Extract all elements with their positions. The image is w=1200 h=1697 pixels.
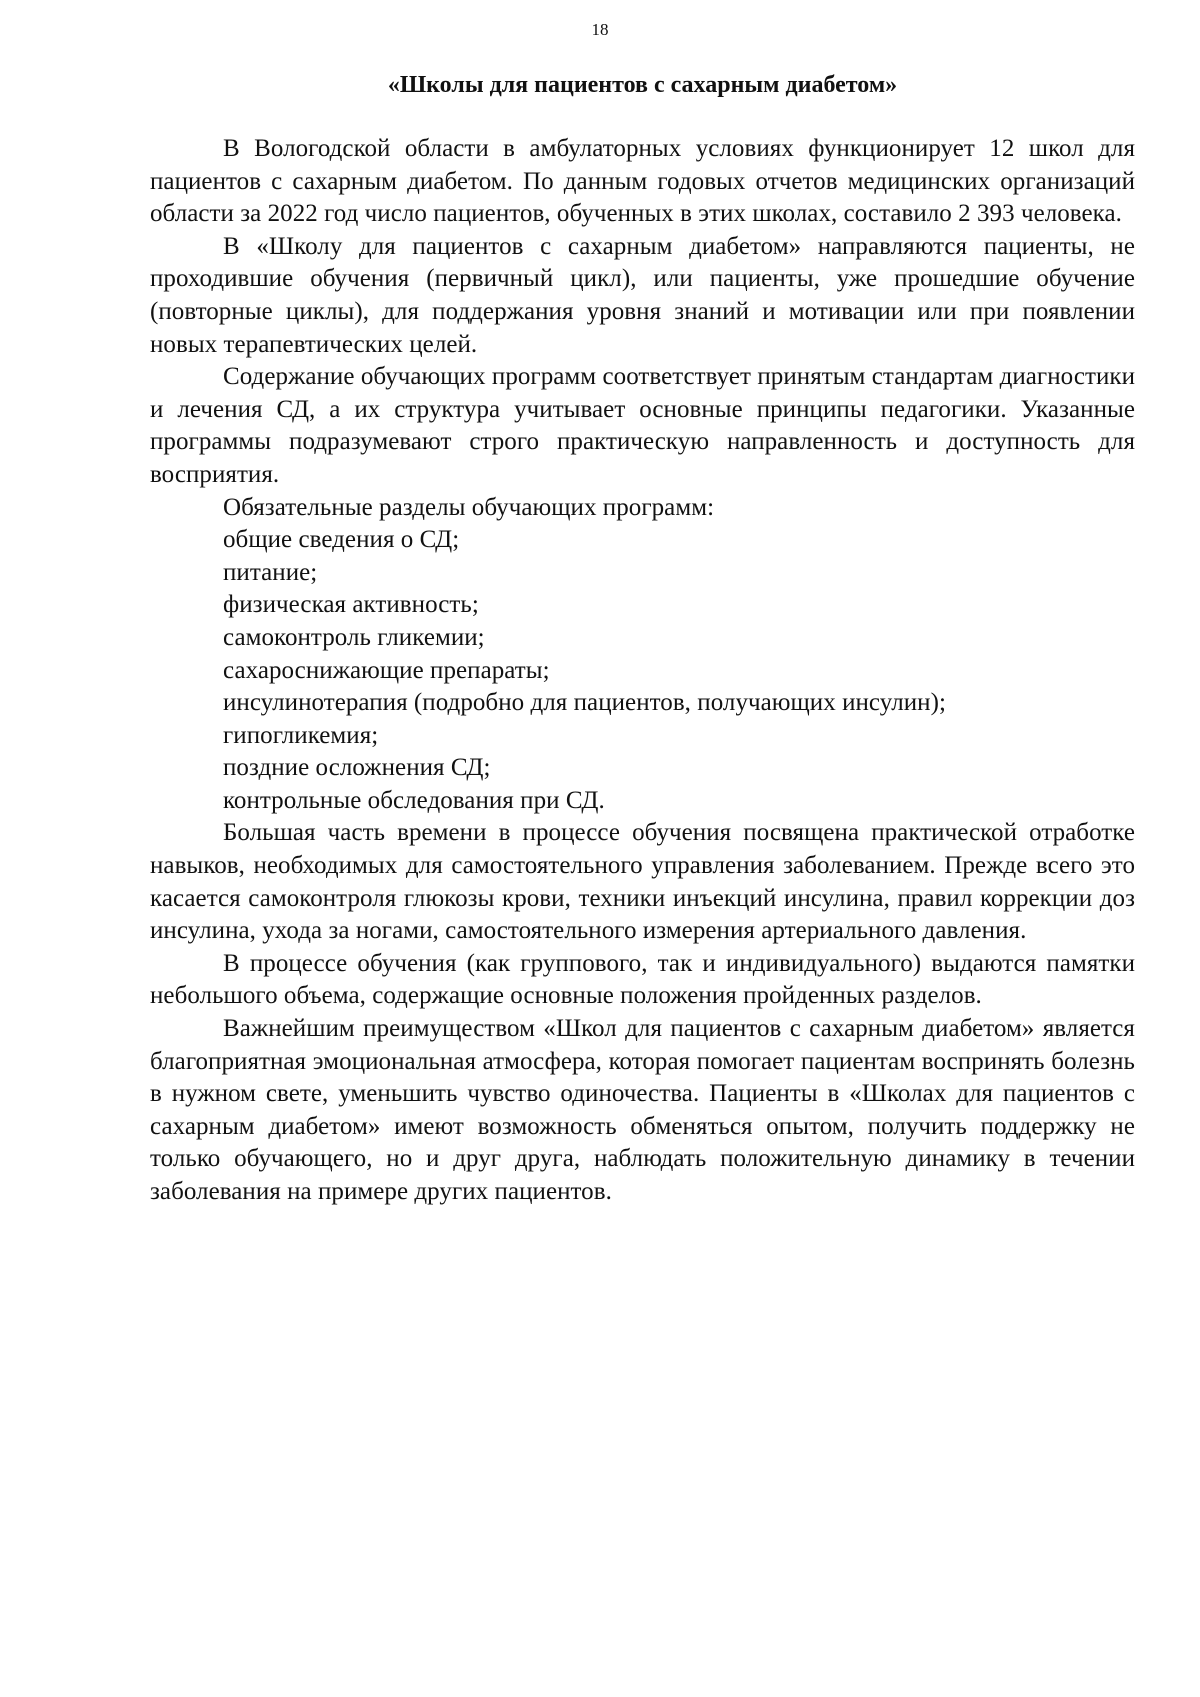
list-item: сахароснижающие препараты; bbox=[223, 656, 550, 684]
list-item: питание; bbox=[223, 558, 318, 586]
document-title: «Школы для пациентов с сахарным диабетом» bbox=[387, 72, 898, 98]
list-item: самоконтроль гликемии; bbox=[223, 623, 485, 651]
paragraph: В Вологодской области в амбулаторных условиях функционирует 12 школ для пациентов с сахарным диабетом. По данным годовых отчетов медицинских организаций области за 2022 год число пациентов, обученных в этих школах, составило 2 393 человека. bbox=[150, 135, 1135, 228]
document-body bbox=[150, 133, 1135, 1209]
list-item: физическая активность; bbox=[223, 591, 479, 619]
paragraph: В процессе обучения (как группового, так и индивидуального) выдаются памятки небольшого объема, содержащие основные положения пройденных разделов. bbox=[150, 949, 1135, 1010]
paragraph: Содержание обучающих программ соответствует принятым стандартам диагностики и лечения СД, а их структура учитывает основные принципы педагогики. Указанные программы подразумевают строго практическую направленность и доступность для восприятия. bbox=[150, 363, 1135, 488]
list-item: гипогликемия; bbox=[223, 721, 379, 749]
program-sections-list bbox=[150, 524, 1135, 817]
list-item: инсулинотерапия (подробно для пациентов, получающих инсулин); bbox=[223, 689, 946, 717]
paragraph: Большая часть времени в процессе обучения посвящена практической отработке навыков, необходимых для самостоятельного управления заболеванием. Прежде всего это касается самоконтроля глюкозы крови, техники инъекций инсулина, правил коррекции доз инсулина, ухода за ногами, самостоятельного измерения артериального давления. bbox=[150, 819, 1135, 945]
list-intro: Обязательные разделы обучающих программ: bbox=[223, 493, 715, 521]
list-item: поздние осложнения СД; bbox=[223, 754, 491, 782]
page-number: 18 bbox=[591, 20, 609, 39]
list-item: общие сведения о СД; bbox=[223, 526, 460, 554]
paragraph: В «Школу для пациентов с сахарным диабетом» направляются пациенты, не проходившие обучения (первичный цикл), или пациенты, уже прошедшие обучение (повторные циклы), для поддержания уровня знаний и мотивации или при появлении новых терапевтических целей. bbox=[150, 232, 1135, 358]
list-item: контрольные обследования при СД. bbox=[223, 786, 605, 814]
paragraph: Важнейшим преимуществом «Школ для пациентов с сахарным диабетом» является благоприятная эмоциональная атмосфера, которая помогает пациентам воспринять болезнь в нужном свете, уменьшить чувство одиночества. Пациенты в «Школах для пациентов с сахарным диабетом» имеют возможность обменяться опытом, получить поддержку не только обучающего, но и друг друга, наблюдать положительную динамику в течении заболевания на примере других пациентов. bbox=[150, 1015, 1135, 1205]
